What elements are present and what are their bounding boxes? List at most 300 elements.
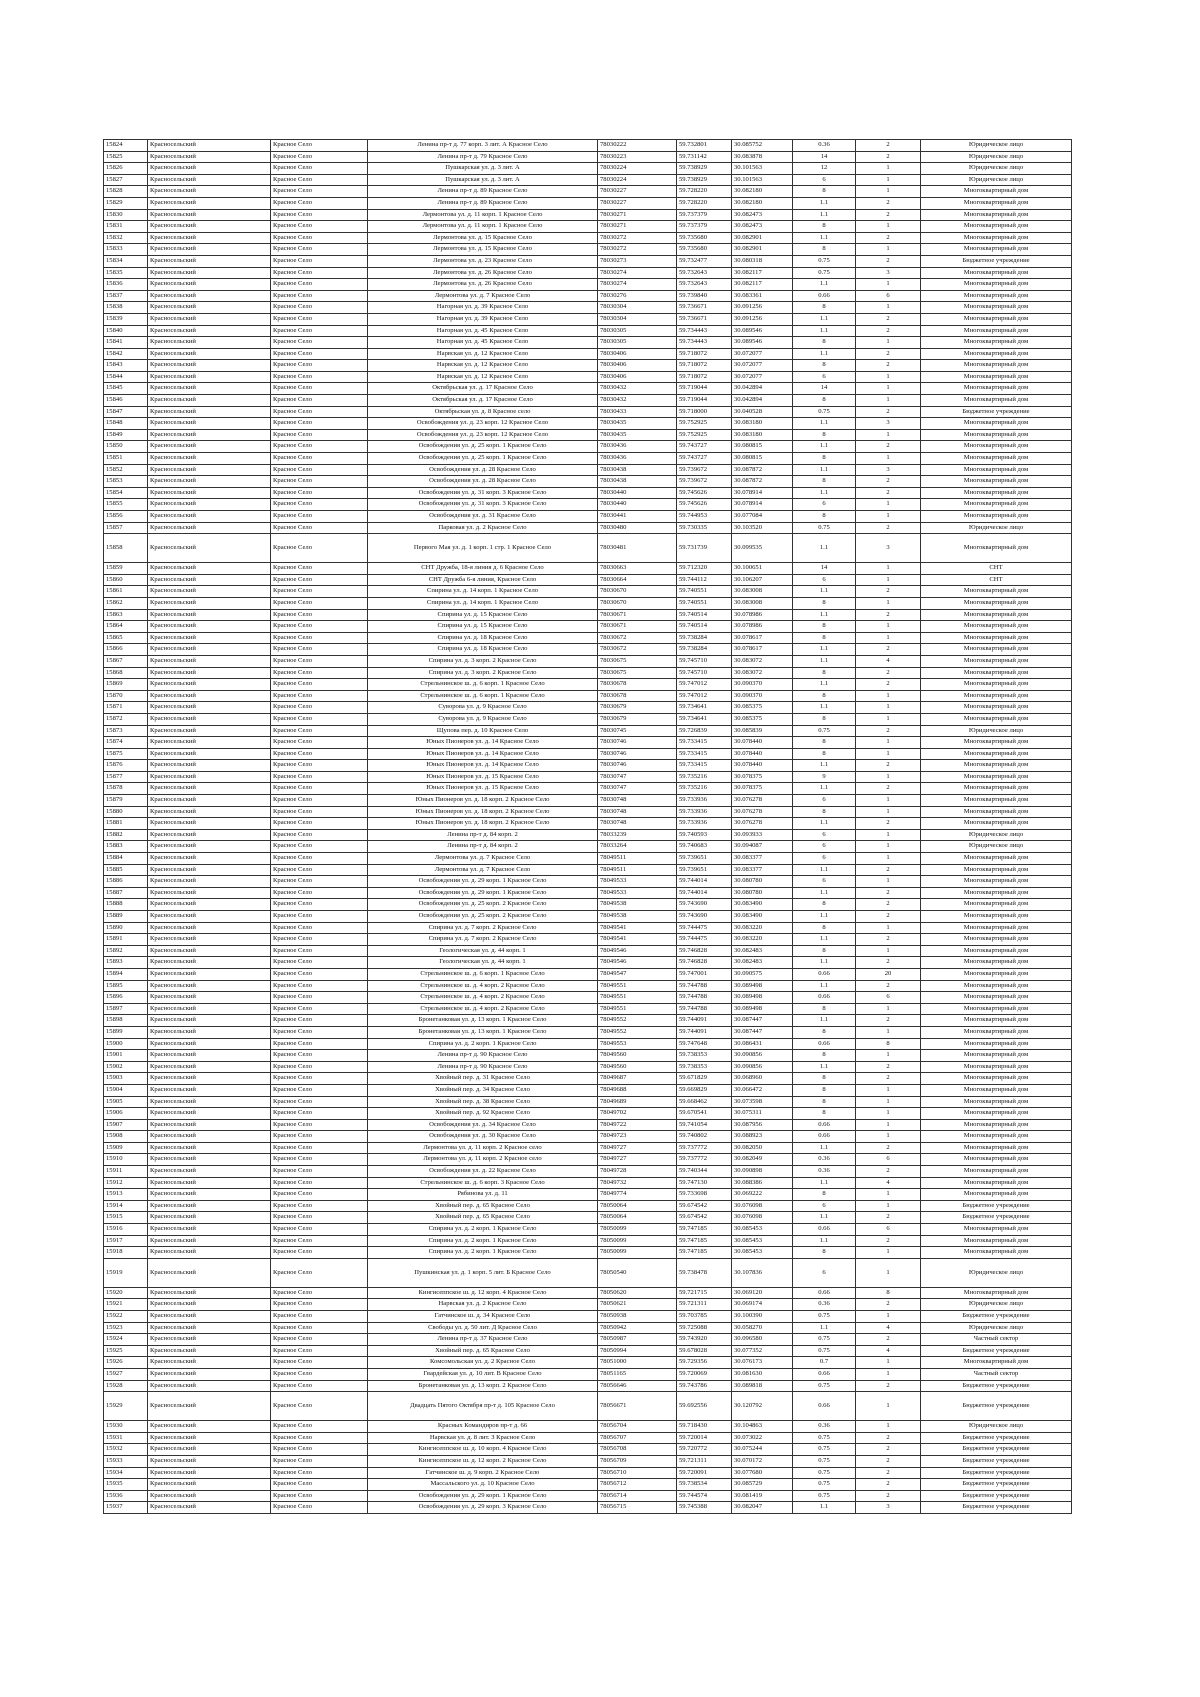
longitude-cell: 30.106207 (732, 574, 793, 586)
address-cell: Хвойный пер. д. 65 Красное Село (368, 1212, 598, 1224)
address-cell: СНТ Дружба, 18-я линия д. 6 Красное Село (368, 563, 598, 575)
settlement-cell: Красное Село (271, 586, 368, 598)
latitude-cell: 59.733936 (677, 818, 732, 830)
district-cell: Красносельский (148, 1026, 271, 1038)
table-row (104, 713, 1072, 725)
volume-cell: 6 (793, 853, 856, 865)
row-id: 15903 (104, 1073, 148, 1085)
address-cell: Нарвская ул. д. 12 Красное Село (368, 360, 598, 372)
latitude-cell: 59.744091 (677, 1026, 732, 1038)
code-cell: 78030675 (598, 667, 677, 679)
latitude-cell: 59.739672 (677, 464, 732, 476)
row-id: 15913 (104, 1189, 148, 1201)
district-cell: Красносельский (148, 655, 271, 667)
count-cell: 1 (856, 1421, 921, 1433)
district-cell: Красносельский (148, 1444, 271, 1456)
row-id: 15831 (104, 221, 148, 233)
volume-cell: 0.66 (793, 1131, 856, 1143)
district-cell: Красносельский (148, 1177, 271, 1189)
code-cell: 78056714 (598, 1490, 677, 1502)
address-cell: Ленина пр-т д. 89 Красное Село (368, 186, 598, 198)
volume-cell: 1.1 (793, 644, 856, 656)
district-cell: Красносельский (148, 644, 271, 656)
type-cell: Многоквартирный дом (921, 1073, 1072, 1085)
count-cell: 1 (856, 174, 921, 186)
settlement-cell: Красное Село (271, 1421, 368, 1433)
latitude-cell: 59.740344 (677, 1166, 732, 1178)
latitude-cell: 59.719044 (677, 383, 732, 395)
type-cell: Многоквартирный дом (921, 702, 1072, 714)
table-row (104, 186, 1072, 198)
type-cell: Юридическое лицо (921, 1322, 1072, 1334)
row-id: 15924 (104, 1334, 148, 1346)
volume-cell: 0.75 (793, 1345, 856, 1357)
row-id: 15837 (104, 290, 148, 302)
volume-cell: 8 (793, 1073, 856, 1085)
table-row (104, 841, 1072, 853)
settlement-cell: Красное Село (271, 1073, 368, 1085)
row-id: 15864 (104, 621, 148, 633)
settlement-cell: Красное Село (271, 348, 368, 360)
type-cell: Юридическое лицо (921, 174, 1072, 186)
latitude-cell: 59.671829 (677, 1073, 732, 1085)
row-id: 15857 (104, 522, 148, 534)
address-cell: Пушкинская ул. д. 1 корп. 5 лит. Б Красное Село (368, 1258, 598, 1287)
volume-cell: 0.75 (793, 1311, 856, 1323)
code-cell: 78030672 (598, 632, 677, 644)
code-cell: 78030746 (598, 748, 677, 760)
settlement-cell: Красное Село (271, 980, 368, 992)
volume-cell: 9 (793, 771, 856, 783)
settlement-cell: Красное Село (271, 429, 368, 441)
address-cell: Стрельнинское ш. д. 4 корп. 2 Красное Село (368, 980, 598, 992)
code-cell: 78030748 (598, 818, 677, 830)
settlement-cell: Красное Село (271, 1050, 368, 1062)
table-row (104, 163, 1072, 175)
longitude-cell: 30.091256 (732, 313, 793, 325)
volume-cell: 0.66 (793, 1119, 856, 1131)
type-cell: Многоквартирный дом (921, 244, 1072, 256)
latitude-cell: 59.734641 (677, 713, 732, 725)
address-cell: Юных Пионеров ул. д. 14 Красное Село (368, 760, 598, 772)
address-cell: Освобождения ул. д. 29 корп. 1 Красное Село (368, 876, 598, 888)
row-id: 15846 (104, 395, 148, 407)
settlement-cell: Красное Село (271, 1119, 368, 1131)
longitude-cell: 30.082049 (732, 1154, 793, 1166)
longitude-cell: 30.086431 (732, 1038, 793, 1050)
row-id: 15897 (104, 1003, 148, 1015)
volume-cell: 1.1 (793, 586, 856, 598)
count-cell: 2 (856, 864, 921, 876)
volume-cell: 8 (793, 1026, 856, 1038)
type-cell: Бюджетное учреждение (921, 1467, 1072, 1479)
type-cell: Многоквартирный дом (921, 899, 1072, 911)
volume-cell: 8 (793, 429, 856, 441)
settlement-cell: Красное Село (271, 197, 368, 209)
address-cell: Свободы ул. д. 50 лит. Д Красное Село (368, 1322, 598, 1334)
row-id: 15927 (104, 1368, 148, 1380)
table-row (104, 725, 1072, 737)
address-cell: Ленина пр-т д. 37 Красное Село (368, 1334, 598, 1346)
type-cell: Многоквартирный дом (921, 690, 1072, 702)
row-id: 15918 (104, 1247, 148, 1259)
table-row (104, 464, 1072, 476)
district-cell: Красносельский (148, 279, 271, 291)
volume-cell: 0.66 (793, 1368, 856, 1380)
district-cell: Красносельский (148, 1119, 271, 1131)
count-cell: 2 (856, 1479, 921, 1491)
longitude-cell: 30.073598 (732, 1096, 793, 1108)
table-row (104, 980, 1072, 992)
code-cell: 78049533 (598, 876, 677, 888)
count-cell: 20 (856, 968, 921, 980)
row-id: 15882 (104, 829, 148, 841)
volume-cell: 0.75 (793, 1490, 856, 1502)
latitude-cell: 59.743727 (677, 441, 732, 453)
table-row (104, 1177, 1072, 1189)
settlement-cell: Красное Село (271, 1142, 368, 1154)
settlement-cell: Красное Село (271, 406, 368, 418)
longitude-cell: 30.090370 (732, 690, 793, 702)
latitude-cell: 59.743690 (677, 911, 732, 923)
table-row (104, 690, 1072, 702)
longitude-cell: 30.078440 (732, 737, 793, 749)
longitude-cell: 30.096580 (732, 1334, 793, 1346)
longitude-cell: 30.082050 (732, 1142, 793, 1154)
volume-cell: 0.66 (793, 1392, 856, 1421)
latitude-cell: 59.729356 (677, 1357, 732, 1369)
count-cell: 3 (856, 418, 921, 430)
count-cell: 2 (856, 348, 921, 360)
code-cell: 78030678 (598, 690, 677, 702)
table-row (104, 644, 1072, 656)
settlement-cell: Красное Село (271, 499, 368, 511)
settlement-cell: Красное Село (271, 992, 368, 1004)
district-cell: Красносельский (148, 1212, 271, 1224)
count-cell: 2 (856, 644, 921, 656)
code-cell: 78049727 (598, 1142, 677, 1154)
type-cell: Многоквартирный дом (921, 632, 1072, 644)
settlement-cell: Красное Село (271, 760, 368, 772)
address-cell: Геологическая ул. д. 44 корп. 1 (368, 957, 598, 969)
address-cell: Ленина пр-т д. 77 корп. 3 лит. А Красное Село (368, 140, 598, 152)
code-cell: 78030305 (598, 337, 677, 349)
table-row (104, 325, 1072, 337)
code-cell: 78049552 (598, 1015, 677, 1027)
code-cell: 78049546 (598, 945, 677, 957)
count-cell: 2 (856, 151, 921, 163)
district-cell: Красносельский (148, 841, 271, 853)
type-cell: Юридическое лицо (921, 163, 1072, 175)
type-cell: Юридическое лицо (921, 841, 1072, 853)
count-cell: 1 (856, 1392, 921, 1421)
table-row (104, 383, 1072, 395)
type-cell: Многоквартирный дом (921, 1177, 1072, 1189)
address-cell: Лермонтова ул. д. 15 Красное Село (368, 244, 598, 256)
count-cell: 3 (856, 464, 921, 476)
longitude-cell: 30.078440 (732, 748, 793, 760)
volume-cell: 8 (793, 922, 856, 934)
type-cell: Многоквартирный дом (921, 771, 1072, 783)
settlement-cell: Красное Село (271, 1189, 368, 1201)
district-cell: Красносельский (148, 934, 271, 946)
longitude-cell: 30.120792 (732, 1392, 793, 1421)
count-cell: 1 (856, 1368, 921, 1380)
table-row (104, 1455, 1072, 1467)
code-cell: 78030480 (598, 522, 677, 534)
code-cell: 78050994 (598, 1345, 677, 1357)
volume-cell: 0.75 (793, 725, 856, 737)
volume-cell: 8 (793, 899, 856, 911)
code-cell: 78030272 (598, 244, 677, 256)
code-cell: 78030432 (598, 395, 677, 407)
table-row (104, 1311, 1072, 1323)
code-cell: 78050099 (598, 1224, 677, 1236)
longitude-cell: 30.083490 (732, 899, 793, 911)
address-cell: Юных Пионеров ул. д. 18 корп. 2 Красное Село (368, 806, 598, 818)
latitude-cell: 59.731142 (677, 151, 732, 163)
longitude-cell: 30.076098 (732, 1212, 793, 1224)
latitude-cell: 59.728220 (677, 186, 732, 198)
code-cell: 78050938 (598, 1311, 677, 1323)
longitude-cell: 30.082180 (732, 197, 793, 209)
address-cell: Нагорная ул. д. 45 Красное Село (368, 337, 598, 349)
row-id: 15878 (104, 783, 148, 795)
settlement-cell: Красное Село (271, 279, 368, 291)
type-cell: Многоквартирный дом (921, 232, 1072, 244)
type-cell: Юридическое лицо (921, 1299, 1072, 1311)
code-cell: 78030406 (598, 360, 677, 372)
longitude-cell: 30.101563 (732, 174, 793, 186)
longitude-cell: 30.085729 (732, 1479, 793, 1491)
table-row (104, 1502, 1072, 1514)
code-cell: 78049541 (598, 934, 677, 946)
district-cell: Красносельский (148, 534, 271, 563)
settlement-cell: Красное Село (271, 1247, 368, 1259)
volume-cell: 1.1 (793, 679, 856, 691)
district-cell: Красносельский (148, 1084, 271, 1096)
count-cell: 1 (856, 737, 921, 749)
type-cell: Бюджетное учреждение (921, 1490, 1072, 1502)
latitude-cell: 59.744091 (677, 1015, 732, 1027)
address-cell: Освобождения ул. д. 29 корп. 3 Красное Село (368, 1502, 598, 1514)
row-id: 15830 (104, 209, 148, 221)
settlement-cell: Красное Село (271, 1392, 368, 1421)
latitude-cell: 59.740514 (677, 609, 732, 621)
code-cell: 78049538 (598, 899, 677, 911)
table-row (104, 806, 1072, 818)
type-cell: Многоквартирный дом (921, 818, 1072, 830)
address-cell: Освобождения ул. д. 31 Красное Село (368, 511, 598, 523)
address-cell: Двадцать Пятого Октября пр-т д. 105 Красное Село (368, 1392, 598, 1421)
address-cell: Спирина ул. д. 7 корп. 2 Красное Село (368, 922, 598, 934)
code-cell: 78049687 (598, 1073, 677, 1085)
code-cell: 78030304 (598, 313, 677, 325)
longitude-cell: 30.088923 (732, 1131, 793, 1143)
district-cell: Красносельский (148, 1038, 271, 1050)
code-cell: 78049547 (598, 968, 677, 980)
row-id: 15852 (104, 464, 148, 476)
longitude-cell: 30.104863 (732, 1421, 793, 1433)
code-cell: 78030670 (598, 597, 677, 609)
count-cell: 6 (856, 1154, 921, 1166)
type-cell: Многоквартирный дом (921, 644, 1072, 656)
count-cell: 2 (856, 1166, 921, 1178)
code-cell: 78049541 (598, 922, 677, 934)
district-cell: Красносельский (148, 609, 271, 621)
district-cell: Красносельский (148, 441, 271, 453)
district-cell: Красносельский (148, 1421, 271, 1433)
row-id: 15871 (104, 702, 148, 714)
longitude-cell: 30.072077 (732, 371, 793, 383)
volume-cell: 8 (793, 395, 856, 407)
type-cell: Многоквартирный дом (921, 876, 1072, 888)
count-cell: 1 (856, 244, 921, 256)
code-cell: 78030745 (598, 725, 677, 737)
row-id: 15921 (104, 1299, 148, 1311)
volume-cell: 8 (793, 737, 856, 749)
district-cell: Красносельский (148, 922, 271, 934)
row-id: 15910 (104, 1154, 148, 1166)
longitude-cell: 30.080815 (732, 441, 793, 453)
table-row (104, 221, 1072, 233)
latitude-cell: 59.721715 (677, 1287, 732, 1299)
code-cell: 78049533 (598, 887, 677, 899)
code-cell: 78030276 (598, 290, 677, 302)
table-row (104, 487, 1072, 499)
longitude-cell: 30.076173 (732, 1357, 793, 1369)
longitude-cell: 30.082901 (732, 244, 793, 256)
volume-cell: 8 (793, 453, 856, 465)
volume-cell: 0.75 (793, 1432, 856, 1444)
row-id: 15891 (104, 934, 148, 946)
latitude-cell: 59.719044 (677, 395, 732, 407)
address-cell: Стрельнинское ш. д. 6 корп. 1 Красное Село (368, 690, 598, 702)
settlement-cell: Красное Село (271, 887, 368, 899)
settlement-cell: Красное Село (271, 632, 368, 644)
count-cell: 1 (856, 690, 921, 702)
latitude-cell: 59.726839 (677, 725, 732, 737)
volume-cell: 8 (793, 476, 856, 488)
district-cell: Красносельский (148, 406, 271, 418)
volume-cell: 0.36 (793, 1421, 856, 1433)
table-row (104, 337, 1072, 349)
code-cell: 78049722 (598, 1119, 677, 1131)
type-cell: Многоквартирный дом (921, 1026, 1072, 1038)
type-cell: Юридическое лицо (921, 140, 1072, 152)
volume-cell: 8 (793, 244, 856, 256)
longitude-cell: 30.087447 (732, 1015, 793, 1027)
latitude-cell: 59.746828 (677, 957, 732, 969)
table-row (104, 922, 1072, 934)
latitude-cell: 59.747648 (677, 1038, 732, 1050)
code-cell: 78030441 (598, 511, 677, 523)
latitude-cell: 59.732477 (677, 255, 732, 267)
longitude-cell: 30.094087 (732, 841, 793, 853)
longitude-cell: 30.083377 (732, 864, 793, 876)
address-cell: Бронетанковая ул. д. 13 корп. 2 Красное Село (368, 1380, 598, 1392)
row-id: 15825 (104, 151, 148, 163)
table-row (104, 586, 1072, 598)
longitude-cell: 30.076098 (732, 1200, 793, 1212)
longitude-cell: 30.075244 (732, 1444, 793, 1456)
table-row (104, 1015, 1072, 1027)
table-row (104, 1345, 1072, 1357)
volume-cell: 6 (793, 841, 856, 853)
count-cell: 4 (856, 1345, 921, 1357)
table-row (104, 441, 1072, 453)
table-row (104, 1287, 1072, 1299)
longitude-cell: 30.082473 (732, 209, 793, 221)
latitude-cell: 59.743690 (677, 899, 732, 911)
table-row (104, 783, 1072, 795)
address-cell: Суворова ул. д. 9 Красное Село (368, 702, 598, 714)
code-cell: 78056646 (598, 1380, 677, 1392)
settlement-cell: Красное Село (271, 383, 368, 395)
address-cell: Ленина пр-т д. 79 Красное Село (368, 151, 598, 163)
row-id: 15840 (104, 325, 148, 337)
type-cell: Юридическое лицо (921, 725, 1072, 737)
latitude-cell: 59.718000 (677, 406, 732, 418)
row-id: 15874 (104, 737, 148, 749)
table-row (104, 621, 1072, 633)
settlement-cell: Красное Село (271, 783, 368, 795)
district-cell: Красносельский (148, 1131, 271, 1143)
address-cell: Юных Пионеров ул. д. 15 Красное Село (368, 783, 598, 795)
type-cell: Бюджетное учреждение (921, 1311, 1072, 1323)
type-cell: Бюджетное учреждение (921, 1502, 1072, 1514)
latitude-cell: 59.678028 (677, 1345, 732, 1357)
address-cell: СНТ Дружба 6-я линия, Красное Село (368, 574, 598, 586)
table-row (104, 679, 1072, 691)
volume-cell: 1.1 (793, 1235, 856, 1247)
type-cell: Многоквартирный дом (921, 1235, 1072, 1247)
type-cell: Многоквартирный дом (921, 887, 1072, 899)
address-cell: Геологическая ул. д. 44 корп. 1 (368, 945, 598, 957)
district-cell: Красносельский (148, 1258, 271, 1287)
address-cell: Лермонтова ул. д. 11 корп. 1 Красное Село (368, 221, 598, 233)
code-cell: 78049688 (598, 1084, 677, 1096)
longitude-cell: 30.085375 (732, 713, 793, 725)
address-cell: Освобождения ул. д. 29 корп. 1 Красное Село (368, 887, 598, 899)
row-id: 15889 (104, 911, 148, 923)
volume-cell: 0.7 (793, 1357, 856, 1369)
settlement-cell: Красное Село (271, 1299, 368, 1311)
type-cell: Многоквартирный дом (921, 783, 1072, 795)
volume-cell: 1.1 (793, 1015, 856, 1027)
type-cell: Многоквартирный дом (921, 806, 1072, 818)
row-id: 15893 (104, 957, 148, 969)
table-row (104, 418, 1072, 430)
table-row (104, 667, 1072, 679)
address-cell: Ленина пр-т д. 90 Красное Село (368, 1061, 598, 1073)
district-cell: Красносельский (148, 395, 271, 407)
settlement-cell: Красное Село (271, 1380, 368, 1392)
district-cell: Красносельский (148, 1502, 271, 1514)
type-cell: Бюджетное учреждение (921, 1212, 1072, 1224)
code-cell: 78049732 (598, 1177, 677, 1189)
latitude-cell: 59.737772 (677, 1154, 732, 1166)
settlement-cell: Красное Село (271, 771, 368, 783)
code-cell: 78030675 (598, 655, 677, 667)
volume-cell: 1.1 (793, 911, 856, 923)
count-cell: 8 (856, 1287, 921, 1299)
longitude-cell: 30.083220 (732, 922, 793, 934)
row-id: 15870 (104, 690, 148, 702)
longitude-cell: 30.107836 (732, 1258, 793, 1287)
district-cell: Красносельский (148, 632, 271, 644)
address-cell: Освобождения ул. д. 28 Красное Село (368, 464, 598, 476)
